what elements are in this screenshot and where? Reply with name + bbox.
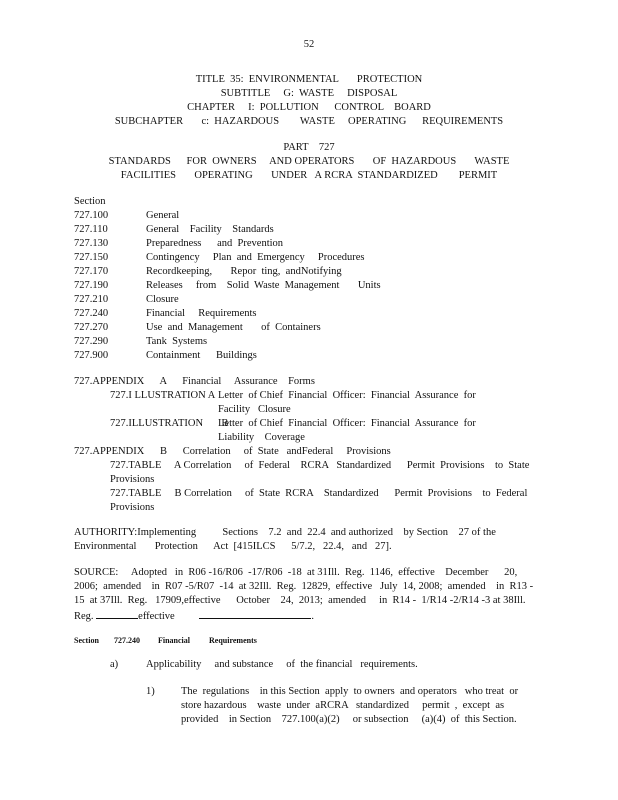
toc-section-title: Containment Buildings <box>146 350 257 361</box>
toc-section-title: Releases from Solid Waste Management Units <box>146 280 381 291</box>
source-reg-label: Reg. <box>74 611 94 622</box>
part-title-line-2: FACILITIES OPERATING UNDER A RCRA STANDARDIZED PERMIT <box>120 170 498 181</box>
page-number: 52 <box>303 39 315 50</box>
toc-section-title: Use and Management of Containers <box>146 322 321 333</box>
source-line-1: SOURCE: Adopted in R06 -16/R06 -17/R06 -18 at 31Ill. Reg. 1146, effective December 20, <box>74 567 518 578</box>
authority-line-1: AUTHORITY:Implementing Sections 7.2 and 22.4 and authorized by Section 27 of the <box>74 527 496 538</box>
source-line-3: 15 at 37Ill. Reg. 17909,effective October 24, 2013; amended in R14 - 1/R14 -2/R14 -3 at 38Ill. <box>74 595 526 606</box>
toc-section-title: Contingency Plan and Emergency Procedures <box>146 252 365 263</box>
toc-section-number: 727.130 <box>74 238 109 249</box>
chapter-line: CHAPTER I: POLLUTION CONTROL BOARD <box>187 102 431 113</box>
toc-section-title: Tank Systems <box>146 336 208 347</box>
toc-section-title: Closure <box>146 294 179 305</box>
blank-line <box>199 608 311 619</box>
table-b-text: 727.TABLE B Correlation of State RCRA Standardized Permit Provisions to Federal <box>110 488 528 499</box>
table-a-continuation: Provisions <box>110 474 155 485</box>
item-1-line-3: provided in Section 727.100(a)(2) or subsection (a)(4) of this Section. <box>181 714 517 725</box>
toc-section-number: 727.190 <box>74 280 109 291</box>
title-line: TITLE 35: ENVIRONMENTAL PROTECTION <box>195 74 423 85</box>
illustration-a-label: 727.I LLUSTRATION A <box>110 390 216 401</box>
toc-section-number: 727.270 <box>74 322 109 333</box>
item-1-line-1: The regulations in this Section apply to owners and operators who treat or <box>181 686 519 697</box>
toc-section-title: General Facility Standards <box>146 224 274 235</box>
illustration-b-text: Letter of Chief Financial Officer: Financial Assurance for <box>218 418 476 429</box>
source-effective-label: effective <box>138 611 175 622</box>
toc-section-title: Preparedness and Prevention <box>146 238 284 249</box>
toc-section-number: 727.900 <box>74 350 109 361</box>
authority-line-2: Environmental Protection Act [415ILCS 5/7.2, 22.4, and 27]. <box>74 541 392 552</box>
section-heading-number: 727.240 <box>114 636 140 645</box>
table-a-text: 727.TABLE A Correlation of Federal RCRA Standardized Permit Provisions to State <box>110 460 530 471</box>
toc-section-number: 727.170 <box>74 266 109 277</box>
table-b-continuation: Provisions <box>110 502 155 513</box>
subsection-a-marker: a) <box>110 659 119 670</box>
section-heading-financial: Financial <box>158 636 191 645</box>
toc-section-number: 727.290 <box>74 336 109 347</box>
part-line: PART 727 <box>283 142 335 153</box>
toc-section-number: 727.110 <box>74 224 108 235</box>
section-heading-requirements: Requirements <box>209 636 257 645</box>
appendix-a-heading: 727.APPENDIX A Financial Assurance Forms <box>74 376 315 387</box>
item-1-line-2: store hazardous waste under aRCRA standardized permit , except as <box>181 700 505 711</box>
toc-heading: Section <box>74 196 106 207</box>
subsection-a-text: Applicability and substance of the financial requirements. <box>146 659 418 670</box>
toc-section-number: 727.210 <box>74 294 109 305</box>
appendix-b-heading: 727.APPENDIX B Correlation of State andFederal Provisions <box>74 446 391 457</box>
blank-line <box>96 608 138 619</box>
toc-section-title: Financial Requirements <box>146 308 257 319</box>
toc-section-number: 727.240 <box>74 308 109 319</box>
illustration-a-continuation: Facility Closure <box>218 404 291 415</box>
toc-section-title: Recordkeeping, Repor ting, andNotifying <box>146 266 342 277</box>
source-line-4: Reg. effective . <box>74 608 314 624</box>
toc-section-number: 727.100 <box>74 210 109 221</box>
part-title-line-1: STANDARDS FOR OWNERS AND OPERATORS OF HAZARDOUS WASTE <box>108 156 510 167</box>
toc-section-title: General <box>146 210 180 221</box>
illustration-b-label: 727.ILLUSTRATION B <box>110 418 229 429</box>
toc-section-number: 727.150 <box>74 252 109 263</box>
section-heading-word: Section <box>74 636 99 645</box>
illustration-a-text: Letter of Chief Financial Officer: Financial Assurance for <box>218 390 476 401</box>
illustration-b-continuation: Liability Coverage <box>218 432 305 443</box>
subchapter-line: SUBCHAPTER c: HAZARDOUS WASTE OPERATING REQUIREMENTS <box>114 116 504 127</box>
item-1-marker: 1) <box>146 686 155 697</box>
source-line-2: 2006; amended in R07 -5/R07 -14 at 32Ill. Reg. 12829, effective July 14, 2008; amended in R13 - <box>74 581 534 592</box>
subtitle-line: SUBTITLE G: WASTE DISPOSAL <box>220 88 398 99</box>
